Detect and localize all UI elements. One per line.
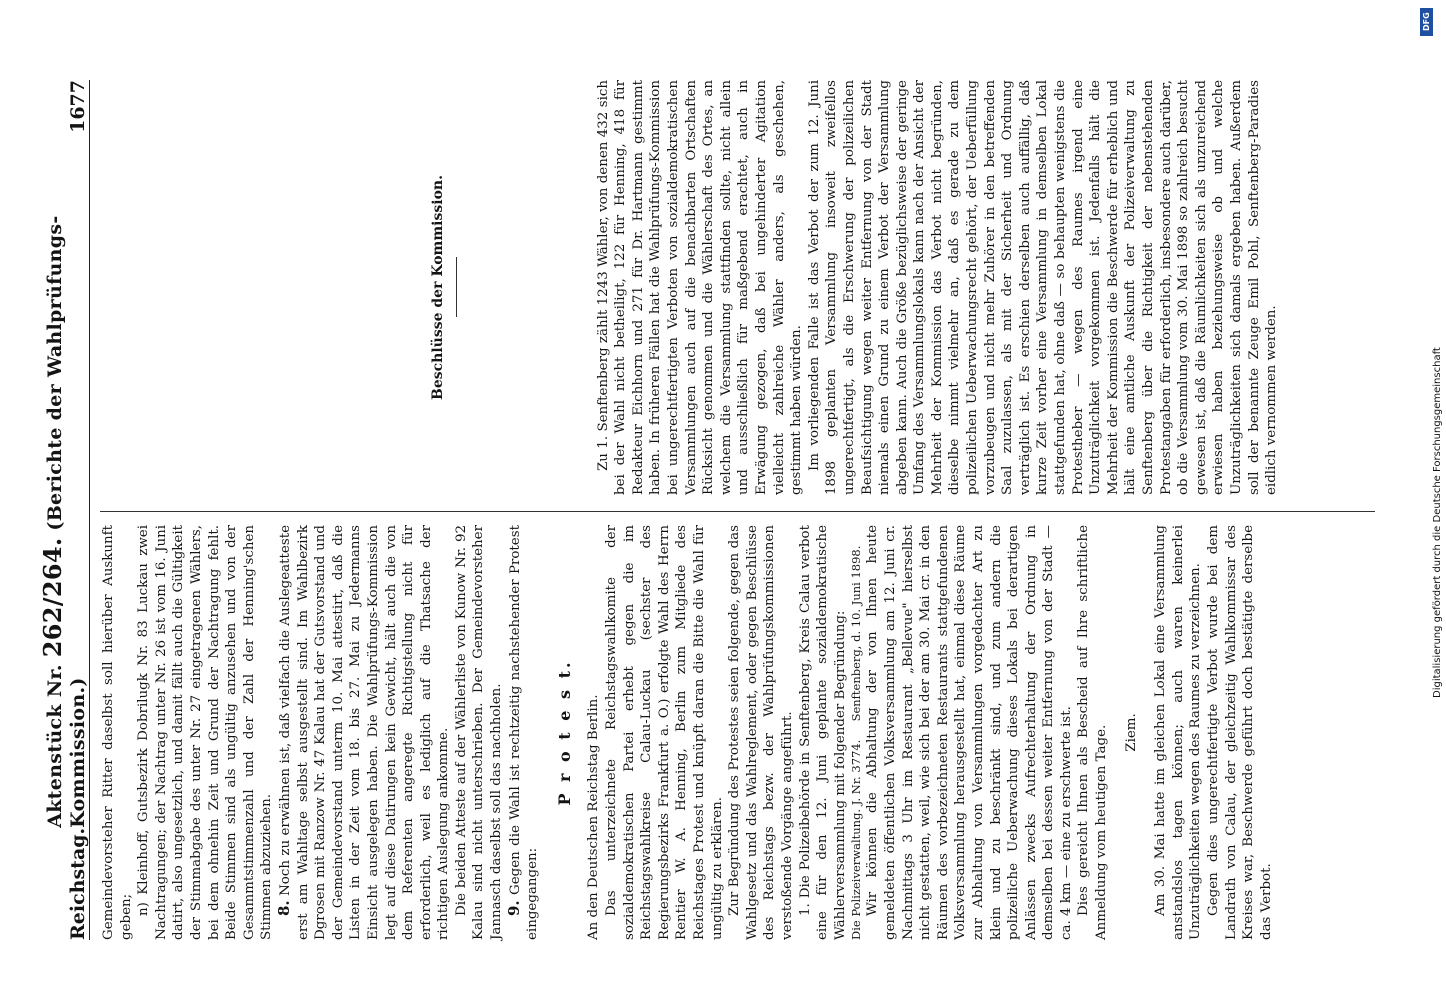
dfg-logo-icon: DFG	[1420, 8, 1433, 36]
short-rule	[456, 258, 457, 318]
paragraph-text: Gegen die Wahl ist rechtzeitig nachstehender Protest eingegangen:	[507, 525, 541, 940]
item-number: 8.	[274, 900, 293, 916]
side-credit: Digitalisierung gefördert durch die Deutsche Forschungsgemeinschaft	[1432, 347, 1443, 698]
signature: Ziem.	[1123, 713, 1139, 752]
section-title: Beschlüsse der Kommission.	[430, 175, 446, 400]
header-prefix: Aktenstück Nr.	[44, 664, 66, 828]
paragraph	[506, 525, 542, 940]
paragraph: Am 30. Mai hatte im gleichen Lokal eine Versammlung anstandslos tagen können; auch waren keinerlei Unzuträglichkeiten wegen des Raumes zu verzeichnen.	[1153, 525, 1204, 940]
paragraph: Im vorliegenden Falle ist das Verbot der zum 12. Juni 1898 geplanten Versammlung insoweit zweifellos ungerechtfertigt, als die Erschwerung der polizeilichen Beaufsichtigung wegen weiter Entfernung von der Stadt niemals einen Grund zu einem Verbot der Versammlung abgeben kann. Auch die Größe bezüglichsweise der geringe Umfang des Versammlungslokals kann nach der Ansicht der Mehrheit der Kommission das Verbot nicht begründen, dieselbe nimmt vielmehr an, daß es gerade zu dem polizeilichen Ueberwachungsrecht gehört, der Ueberfüllung vorzubeugen und nicht mehr Zuhörer in den betreffenden Saal zuzulassen, als mit der Sicherheit und Ordnung verträglich ist. Es erschien derselben auch auffällig, daß kurze Zeit vorher eine Versammlung in demselben Lokal stattgefunden hat, ohne daß — so behaupten wenigstens die Protestheber — wegen des Raumes irgend eine Unzuträglichkeit vorgekommen ist. Jedenfalls hält die Mehrheit der Kommission die Beschwerde für erheblich und hält eine amtliche Auskunft der Polizeiverwaltung zu Senftenberg über die Richtigkeit der nebenstehenden Protestangaben für erforderlich, insbesondere auch darüber, ob die Versammlung vom 30. Mai 1898 so zahlreich besucht gewesen ist, daß die Räumlichkeiten sich als unzureichend erwiesen haben beziehungsweise ob und welche Unzuträglichkeiten sich damals ergeben haben. Außerdem soll der benannte Zeuge Emil Pohl, Senftenberg-Paradies eidlich vernommen werden.	[806, 80, 1280, 495]
letter-heading	[849, 525, 864, 940]
page-number: 1677	[67, 80, 89, 133]
paragraph: Das unterzeichnete Reichstagswahlkomite der sozialdemokratischen Partei erhebt gegen die im Reichstagswahlkreise Calau-Luckau (sechster des Regierungsbezirks Frankfurt a. O.) erfolgte Wahl des Herrn Rentier W. A. Henning, Berlin zum Mitgliede des Reichstages Protest und knüpft daran die Bitte die Wahl für ungültig zu erklären.	[604, 525, 725, 940]
column-divider	[100, 511, 640, 512]
page-header	[38, 80, 90, 940]
right-column	[100, 80, 1281, 495]
paragraph: n) Kleinhoff, Gutsbezirk Dobrilugk Nr. 83 Luckau zwei Nachtragungen; der Nachtrag unter Nr. 26 ist vom 16. Juni datirt, also ungesetzlich, und damit fällt auch die Gültigkeit der Stimmabgabe des unter Nr. 27 eingetragenen Wählers, bei dem ohnehin Zeit und Grund der Nachtragung fehlt. Beide Stimmen sind als ungültig anzusehen und von der Gesammtstimmenzahl und der Zahl der Henning'schen Stimmen abzuziehen.	[136, 525, 275, 940]
side-credit-strip	[1418, 8, 1443, 998]
paragraph: An den Deutschen Reichstag Berlin.	[586, 694, 602, 940]
paragraph	[276, 525, 453, 940]
header-middle	[38, 133, 89, 828]
header-number: 262/264.	[38, 537, 67, 658]
protest-title: P r o t e s t.	[554, 659, 574, 806]
paragraph: Gemeindevorsteher Ritter daselbst soll hierüber Auskunft geben;	[101, 525, 134, 940]
header-paren: (Berichte der Wahlprüfungs-Kommission.)	[44, 215, 89, 828]
letter-sender: Die Polizeiverwaltung. J. Nr. 3774.	[849, 739, 864, 940]
paragraph: Zur Begründung des Protestes seien folgende, gegen das Wahlgesetz und das Wahlreglement, oder gegen Beschlüsse des Reichstags bezw. der Wahlprüfungskommissionen verstoßende Vorgänge angeführt.	[727, 525, 795, 940]
paragraph: Gegen dies ungerechtfertigte Verbot wurde bei dem Landrath von Calau, der gleichzeitig Wahlkommissar des Kreises war, Beschwerde geführt doch bestätigte derselbe das Verbot.	[1206, 525, 1274, 940]
paragraph: Dies gereicht Ihnen als Bescheid auf Ihre schriftliche Anmeldung vom heutigen Tage.	[1076, 525, 1110, 940]
header-left: Reichstag.	[67, 827, 89, 940]
item-number: 9.	[504, 900, 523, 916]
paragraph-text: Noch zu erwähnen ist, daß vielfach die Auslegeatteste erst am Wahltage selbst ausgestellt sind. Im Wahlbezirk Dgrosen mit Ranzow Nr. 47 Kalau hat der Gutsvorstand und der Gemeindevorstand unterm 10. Mai attestirt, daß die Listen in der Zeit vom 18. bis 27. Mai zu Jedermanns Einsicht ausgelegen haben. Die Wahlprüfungs-Kommission legt auf diese Datirungen kein Gewicht, hält auch die von dem Referenten angeregte Richtigstellung nicht für erforderlich, weil es lediglich auf die Thatsache der richtigen Auslegung ankomme.	[277, 525, 452, 940]
paragraph: Wir können die Abhaltung der von Ihnen heute gemeldeten öffentlichen Volksversammlung am 12. Juni cr. Nachmittags 3 Uhr im Restaurant „Bellevue" hierselbst nicht gestatten, weil, wie sich bei der am 30. Mai cr. in den Räumen des vorbezeichneten Restaurants stattgefundenen Volksversammlung herausgestellt hat, einmal diese Räume zur Abhaltung von Versammlungen vorgedachter Art zu klein und zu beschränkt sind, und zum andern die polizeiliche Ueberwachung dieses Lokals bei derartigen Anlässen zwecks Aufrechterhaltung der Ordnung in demselben bei dessen weiter Entfernung von der Stadt — ca. 4 km — eine zu erschwerte ist.	[865, 525, 1074, 940]
paragraph: 1. Die Polizeibehörde in Senftenberg, Kreis Calau verbot eine für den 12. Juni geplante sozialdemokratische Wählerversammlung mit folgender Begründung:	[797, 525, 848, 940]
letter-date: Senftenberg, d. 10. Juni 1898.	[849, 545, 864, 722]
paragraph: Die beiden Atteste auf der Wählerliste von Kunow Nr. 92 Kalau sind nicht unterschrieben. Der Gemeindevorsteher Jannasch daselbst soll das nachholen.	[453, 525, 505, 940]
column-divider	[640, 511, 1375, 512]
left-column	[100, 525, 1275, 940]
paragraph: Zu 1. Senftenberg zählt 1243 Wähler, von denen 432 sich bei der Wahl nicht betheiligt, 122 für Henning, 418 für Redakteur Eichhorn und 271 für Dr. Hartmann gestimmt haben. In früheren Fällen hat die Wahlprüfungs-Kommission bei ungerechtfertigten Verboten von sozialdemokratischen Versammlungen auch auf die benachbarten Ortschaften Rücksicht genommen und die Wählerschaft des Ortes, an welchem die Versammlung stattfinden sollte, nicht allein und ausschließlich für maßgebend erachtet, auch in Erwägung gezogen, daß bei ungehinderter Agitation vielleicht zahlreiche Wähler anders, als geschehen, gestimmt haben würden.	[595, 80, 805, 495]
